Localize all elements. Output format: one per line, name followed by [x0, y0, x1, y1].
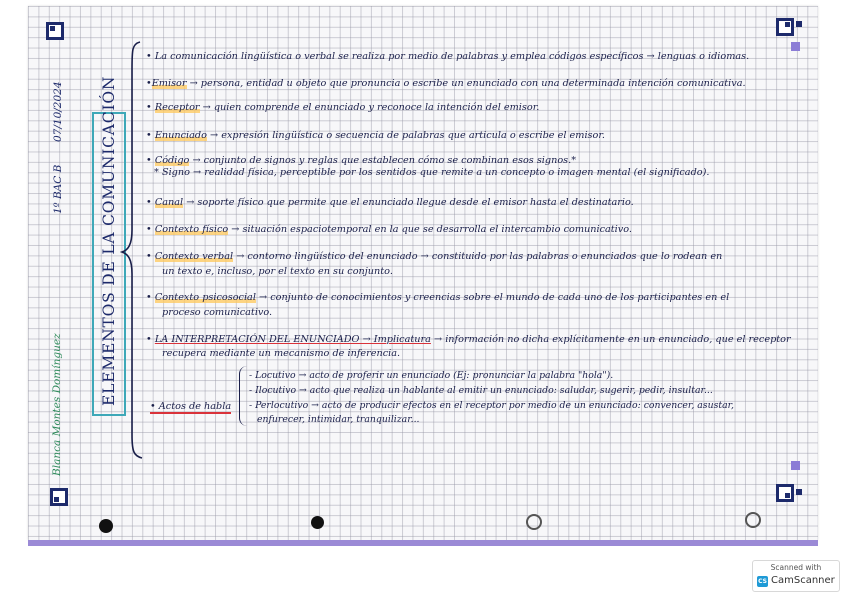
list-item: - Perlocutivo → acto de producir efectos en el receptor por medio de un enunciado: convencer, asustar, — [249, 400, 734, 411]
list-item: * Signo → realidad física, perceptible por los sentidos que remite a un concepto o imagen mental (el significado). — [154, 167, 710, 178]
page-title: ELEMENTOS DE LA COMUNICACIÓN — [100, 75, 118, 406]
punch-hole-icon — [99, 519, 113, 533]
list-item: enfurecer, intimidar, tranquilizar... — [257, 414, 420, 425]
marker-dot-icon — [796, 21, 802, 27]
punch-hole-icon — [526, 514, 542, 530]
list-item: • Contexto psicosocial → conjunto de conocimientos y creencias sobre el mundo de cada uno de los participantes en el — [146, 292, 730, 303]
margin-square-icon — [791, 461, 800, 470]
author-name: Blanca Montes Domínguez — [51, 333, 63, 476]
list-item: - Ilocutivo → acto que realiza un hablante al emitir un enunciado: saludar, sugerir, pedir, insultar... — [249, 385, 713, 396]
list-item: recupera mediante un mecanismo de inferencia. — [162, 348, 401, 359]
camscanner-badge: Scanned with CS CamScanner — [752, 560, 840, 592]
marker-dot-icon — [796, 489, 802, 495]
list-item: • Contexto físico → situación espaciotemporal en la que se desarrolla el intercambio comunicativo. — [146, 224, 632, 235]
list-item: • LA INTERPRETACIÓN DEL ENUNCIADO → Implicatura → información no dicha explícitamente en un enunciado, que el receptor — [146, 334, 791, 345]
punch-hole-icon — [745, 512, 761, 528]
list-item: • La comunicación lingüística o verbal se realiza por medio de palabras y emplea códigos específicos → lenguas o idiomas. — [146, 51, 750, 62]
sub-brace — [239, 366, 248, 426]
list-item: •Emisor → persona, entidad u objeto que pronuncia o escribe un enunciado con una determinada intención comunicativa. — [146, 78, 746, 89]
list-item: • Receptor → quien comprende el enunciado y reconoce la intención del emisor. — [146, 102, 540, 113]
corner-marker-icon — [46, 22, 64, 40]
list-item: • Contexto verbal → contorno lingüístico del enunciado → constituido por las palabras o enunciados que lo rodean en — [146, 251, 723, 262]
list-item: • Canal → soporte físico que permite que el enunciado llegue desde el emisor hasta el destinatario. — [146, 197, 634, 208]
list-item: • Enunciado → expresión lingüística o secuencia de palabras que articula o escribe el emisor. — [146, 130, 605, 141]
list-item: • Código → conjunto de signos y reglas que establecen cómo se combinan esos signos.* — [146, 155, 577, 166]
list-item: - Locutivo → acto de proferir un enunciado (Ej: pronunciar la palabra "hola"). — [249, 370, 614, 381]
list-item: un texto e, incluso, por el texto en su conjunto. — [162, 266, 393, 277]
margin-square-icon — [791, 42, 800, 51]
list-item: proceso comunicativo. — [162, 307, 273, 318]
date-label: 07/10/2024 — [52, 81, 64, 142]
page-edge — [28, 540, 818, 546]
corner-marker-icon — [50, 488, 68, 506]
corner-marker-icon — [776, 484, 794, 502]
class-label: 1º BAC B — [52, 164, 64, 214]
corner-marker-icon — [776, 18, 794, 36]
actos-label: • Actos de habla — [150, 401, 232, 412]
camscanner-logo-icon: CS — [758, 578, 767, 585]
punch-hole-icon — [311, 516, 324, 529]
